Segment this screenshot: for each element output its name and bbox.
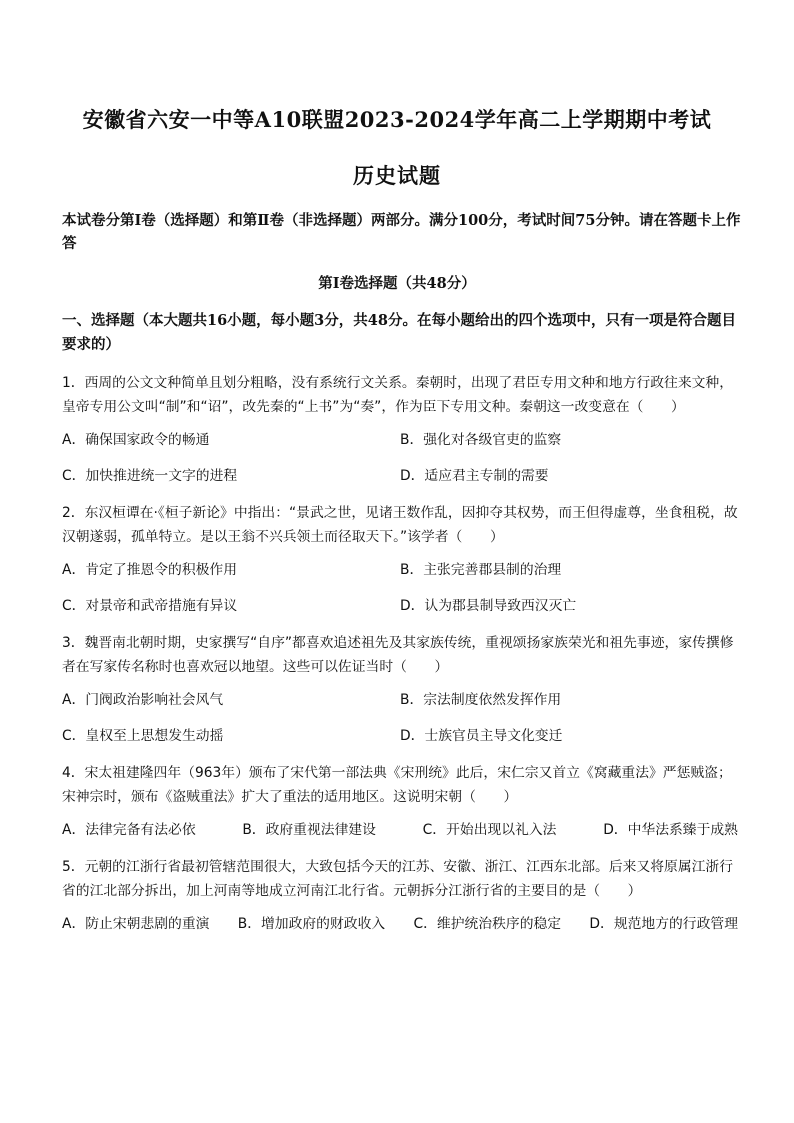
exam-subject: 历史试题 bbox=[353, 163, 441, 188]
question-stem: 1．西周的公文文种简单且划分粗略，没有系统行文关系。秦朝时，出现了君臣专用文种和地方行政往来文种，皇帝专用公文叫“制”和“诏”，改先秦的“上书”为“奏”，作为臣下专用文种。秦朝这一改变意在（ ） bbox=[62, 375, 734, 415]
option-row bbox=[62, 689, 742, 711]
question-stem: 4．宋太祖建隆四年（963年）颁布了宋代第一部法典《宋刑统》此后，宋仁宗又首立《窝藏重法》严惩贼盗；宋神宗时，颁布《盗贼重法》扩大了重法的适用地区。这说明宋朝（ ） bbox=[62, 765, 732, 805]
option-d: D．适应君主专制的需要 bbox=[400, 468, 549, 484]
option-row bbox=[62, 819, 742, 841]
option-row bbox=[62, 595, 742, 617]
option-b: B．主张完善郡县制的治理 bbox=[400, 562, 562, 578]
option-c: C．开始出现以礼入法 bbox=[422, 822, 557, 838]
question-list bbox=[62, 371, 742, 949]
part-heading: 一、选择题（本大题共16小题，每小题3分，共48分。在每小题给出的四个选项中，只有一项是符合题目要求的） bbox=[62, 312, 736, 353]
option-row bbox=[62, 559, 742, 581]
exam-title: 安徽省六安一中等A10联盟2023-2024学年高二上学期期中考试 bbox=[82, 107, 712, 132]
option-d: D．认为郡县制导致西汉灭亡 bbox=[400, 598, 577, 614]
option-a: A．法律完备有法必依 bbox=[62, 822, 196, 838]
option-d: D．士族官员主导文化变迁 bbox=[400, 728, 563, 744]
option-a: A．门阀政治影响社会风气 bbox=[62, 692, 224, 708]
option-a: A．防止宋朝悲剧的重演 bbox=[62, 916, 210, 932]
option-a: A．确保国家政令的畅通 bbox=[62, 432, 210, 448]
exam-instructions: 本试卷分第Ⅰ卷（选择题）和第Ⅱ卷（非选择题）两部分。满分100分，考试时间75分钟。请在答题卡上作答 bbox=[62, 212, 741, 252]
option-b: B．宗法制度依然发挥作用 bbox=[400, 692, 562, 708]
section-heading: 第Ⅰ卷选择题（共48分） bbox=[318, 275, 476, 292]
question-stem: 5．元朝的江浙行省最初管辖范围很大，大致包括今天的江苏、安徽、浙江、江西东北部。后来又将原属江浙行省的江北部分拆出，加上河南等地成立河南江北行省。元朝拆分江浙行省的主要目的是（ ） bbox=[62, 859, 734, 899]
option-c: C．皇权至上思想发生动摇 bbox=[62, 728, 224, 744]
option-c: C．对景帝和武帝措施有异议 bbox=[62, 598, 238, 614]
option-row bbox=[62, 725, 742, 747]
option-d: D．中华法系臻于成熟 bbox=[603, 822, 738, 838]
question-stem: 2．东汉桓谭在·《桓子新论》中指出：“景武之世，见诸王数作乱，因抑夺其权势，而王但得虚尊，坐食租税，故汉朝遂弱，孤单特立。是以王翁不兴兵领土而径取天下。”该学者（ ） bbox=[62, 505, 738, 545]
option-b: B．增加政府的财政收入 bbox=[237, 916, 386, 932]
option-c: C．维护统治秩序的稳定 bbox=[413, 916, 562, 932]
option-b: B．强化对各级官吏的监察 bbox=[400, 432, 562, 448]
option-d: D．规范地方的行政管理 bbox=[589, 916, 738, 932]
option-row bbox=[62, 465, 742, 487]
option-a: A．肯定了推恩令的积极作用 bbox=[62, 562, 237, 578]
option-c: C．加快推进统一文字的进程 bbox=[62, 468, 238, 484]
option-row bbox=[62, 429, 742, 451]
question-stem: 3．魏晋南北朝时期，史家撰写“自序”都喜欢追述祖先及其家族传统，重视颂扬家族荣光和祖先事迹，家传撰修者在写家传名称时也喜欢冠以地望。这些可以佐证当时（ ） bbox=[62, 635, 734, 675]
option-b: B．政府重视法律建设 bbox=[242, 822, 376, 838]
option-row bbox=[62, 913, 742, 935]
